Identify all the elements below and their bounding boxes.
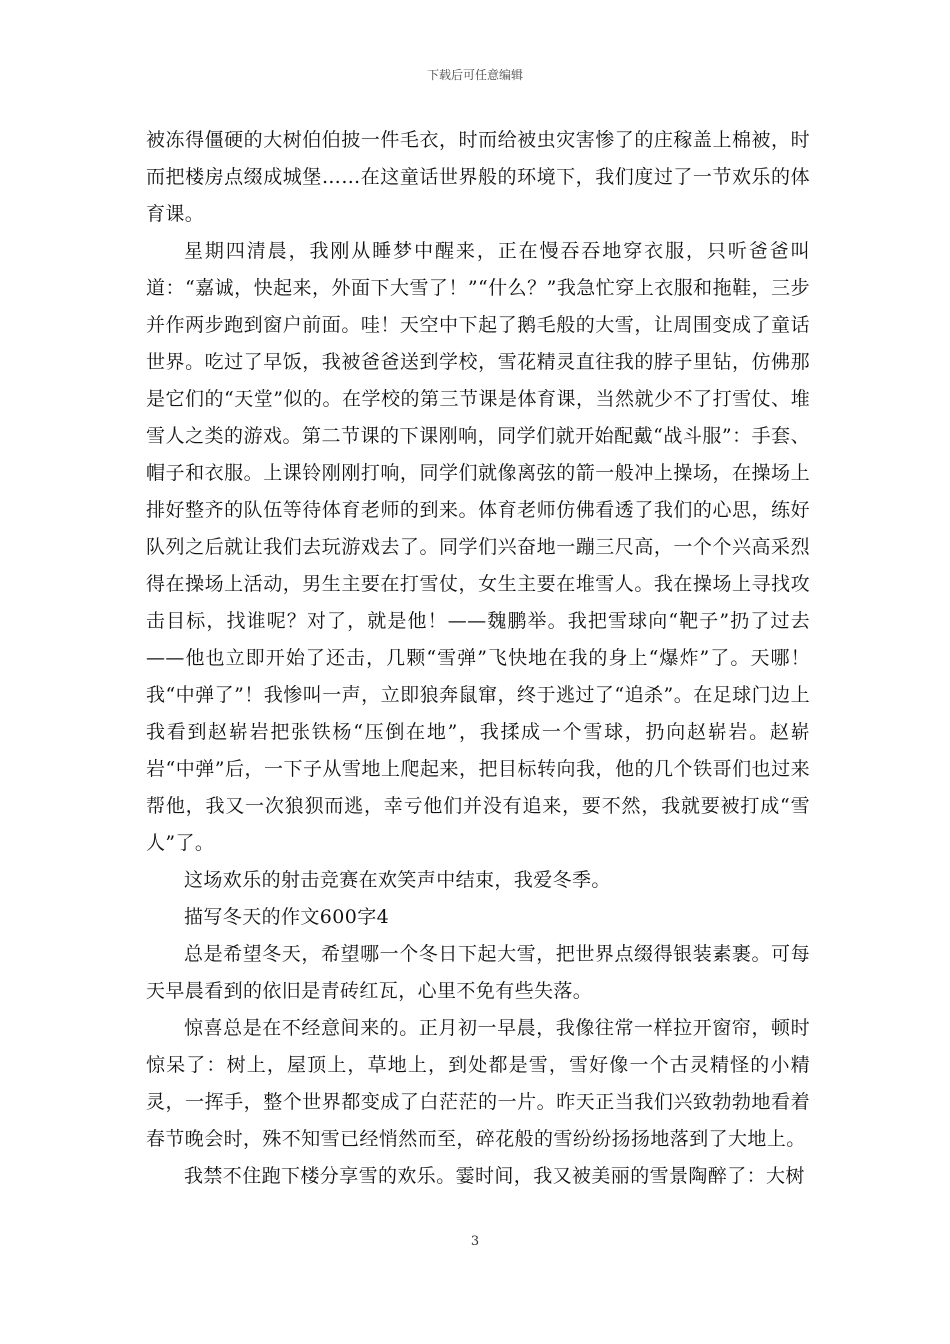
paragraph: 惊喜总是在不经意间来的。正月初一早晨，我像往常一样拉开窗帘，顿时惊呆了：树上，屋顶上，草地上，到处都是雪，雪好像一个古灵精怪的小精灵，一挥手，整个世界都变成了白茫茫的一片。昨天正当我们兴致勃勃地看着春节晚会时，殊不知雪已经悄然而至，碎花般的雪纷纷扬扬地落到了大地上。	[146, 1017, 810, 1150]
page-number: 3	[470, 1234, 480, 1249]
document-body	[146, 122, 810, 1195]
page-header: 下载后可任意编辑	[426, 68, 523, 82]
paragraph: 这场欢乐的射击竞赛在欢笑声中结束，我爱冬季。	[184, 869, 611, 891]
paragraph: 被冻得僵硬的大树伯伯披一件毛衣，时而给被虫灾害惨了的庄稼盖上棉被，时而把楼房点缀成城堡……在这童话世界般的环境下，我们度过了一节欢乐的体育课。	[146, 129, 810, 225]
section-heading: 描写冬天的作文600字4	[184, 906, 390, 928]
paragraph: 星期四清晨，我刚从睡梦中醒来，正在慢吞吞地穿衣服，只听爸爸叫道：“嘉诚，快起来，外面下大雪了！”“什么？”我急忙穿上衣服和拖鞋，三步并作两步跑到窗户前面。哇！天空中下起了鹅毛般的大雪，让周围变成了童话世界。吃过了早饭，我被爸爸送到学校，雪花精灵直往我的脖子里钻，仿佛那是它们的“天堂”似的。在学校的第三节课是体育课，当然就少不了打雪仗、堆雪人之类的游戏。第二节课的下课刚响，同学们就开始配戴“战斗服”：手套、帽子和衣服。上课铃刚刚打响，同学们就像离弦的箭一般冲上操场，在操场上排好整齐的队伍等待体育老师的到来。体育老师仿佛看透了我们的心思，练好队列之后就让我们去玩游戏去了。同学们兴奋地一蹦三尺高，一个个兴高采烈得在操场上活动，男生主要在打雪仗，女生主要在堆雪人。我在操场上寻找攻击目标，找谁呢？对了，就是他！——魏鹏举。我把雪球向“靶子”扔了过去——他也立即开始了还击，几颗“雪弹”飞快地在我的身上“爆炸”了。天哪！我“中弹了”！我惨叫一声，立即狼奔鼠窜，终于逃过了“追杀”。在足球门边上我看到赵崭岩把张铁杨“压倒在地”，我揉成一个雪球，扔向赵崭岩。赵崭岩“中弹”后，一下子从雪地上爬起来，把目标转向我，他的几个铁哥们也过来帮他，我又一次狼狈而逃，幸亏他们并没有追来，要不然，我就要被打成“雪人”了。	[146, 240, 810, 854]
paragraph: 我禁不住跑下楼分享雪的欢乐。霎时间，我又被美丽的雪景陶醉了：大树	[184, 1165, 805, 1187]
paragraph: 总是希望冬天，希望哪一个冬日下起大雪，把世界点缀得银装素裹。可每天早晨看到的依旧是青砖红瓦，心里不免有些失落。	[146, 943, 810, 1002]
